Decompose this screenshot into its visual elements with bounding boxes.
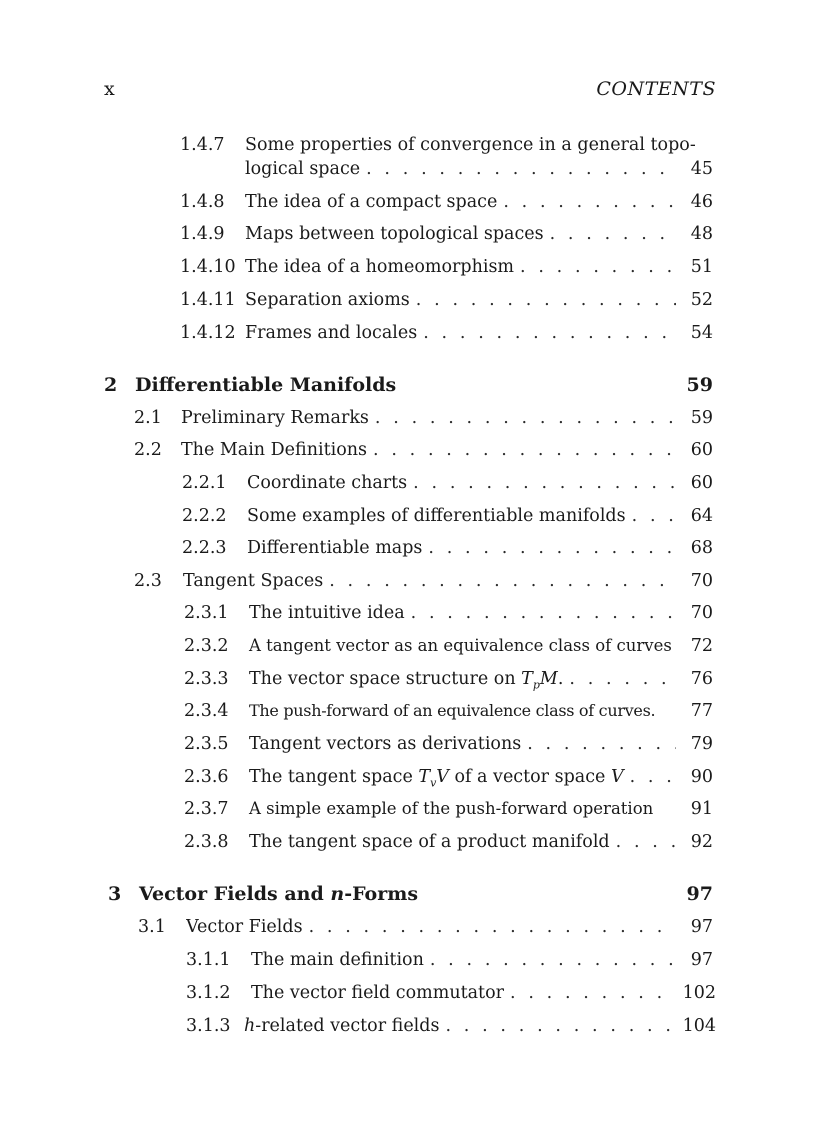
toc-subsection[interactable] xyxy=(182,503,716,529)
subsection-title: A simple example of the push-forward operation xyxy=(249,799,654,818)
subsection-number: 3.1.2 xyxy=(186,983,231,1003)
leader-dots xyxy=(630,764,676,790)
subsection-page: 97 xyxy=(690,950,713,970)
leader-dots xyxy=(569,666,676,692)
leader-dots xyxy=(616,829,676,855)
subsection-number: 2.3.1 xyxy=(184,603,229,623)
subsection-number: 2.3.3 xyxy=(184,669,229,689)
section-page: 70 xyxy=(690,571,713,591)
subsection-number: 2.3.8 xyxy=(184,832,229,852)
subsection-number: 2.3.2 xyxy=(184,636,229,656)
toc-chapter[interactable] xyxy=(104,372,716,398)
chapter-number: 2 xyxy=(104,374,118,396)
leader-dots xyxy=(423,320,676,346)
entry-page: 48 xyxy=(690,224,713,244)
entry-title: Separation axioms xyxy=(245,290,410,310)
toc-subsection[interactable] xyxy=(184,600,716,626)
subsection-number: 2.3.7 xyxy=(184,799,229,819)
entry-number: 1.4.7 xyxy=(180,135,225,155)
subsection-number: 3.1.1 xyxy=(186,950,231,970)
entry-number: 1.4.10 xyxy=(180,257,236,277)
subsection-title: The push-forward of an equivalence class of curves. xyxy=(249,701,656,720)
subsection-number: 2.3.6 xyxy=(184,767,229,787)
toc-section[interactable] xyxy=(138,914,716,940)
leader-dots xyxy=(520,254,676,280)
toc-section[interactable] xyxy=(134,568,716,594)
entry-page: 54 xyxy=(690,323,713,343)
toc-subsection[interactable] xyxy=(184,666,716,692)
toc-entry[interactable] xyxy=(180,132,716,158)
leader-dots xyxy=(510,980,676,1006)
subsection-page: 64 xyxy=(690,506,713,526)
subsection-title: The tangent space $T_vV$ of a vector space V xyxy=(249,767,624,790)
subsection-title: The intuitive idea xyxy=(249,603,405,623)
section-number: 2.1 xyxy=(134,408,162,428)
chapter-title: Vector Fields and n-Forms xyxy=(139,883,419,905)
subsection-page: 92 xyxy=(690,832,713,852)
section-page: 97 xyxy=(690,917,713,937)
toc-subsection[interactable] xyxy=(184,764,716,790)
leader-dots xyxy=(445,1013,676,1039)
leader-dots xyxy=(632,503,676,529)
section-page: 60 xyxy=(690,440,713,460)
entry-page: 46 xyxy=(690,192,713,212)
toc-chapter[interactable] xyxy=(108,881,716,907)
subsection-title: Tangent vectors as derivations xyxy=(249,734,522,754)
leader-dots xyxy=(366,156,676,182)
subsection-page: 70 xyxy=(690,603,713,623)
toc-subsection[interactable] xyxy=(186,947,716,973)
subsection-page: 91 xyxy=(690,799,713,819)
section-number: 3.1 xyxy=(138,917,166,937)
subsection-page: 79 xyxy=(690,734,713,754)
entry-title: Maps between topological spaces xyxy=(245,224,544,244)
entry-title: The idea of a homeomorphism xyxy=(245,257,515,277)
subsection-number: 2.2.3 xyxy=(182,538,227,558)
page-number: x xyxy=(104,78,115,100)
section-title: Preliminary Remarks xyxy=(181,408,369,428)
subsection-title: The vector field commutator xyxy=(251,983,504,1003)
leader-dots xyxy=(430,947,676,973)
subsection-number: 2.3.4 xyxy=(184,701,229,721)
subsection-number: 2.3.5 xyxy=(184,734,229,754)
subsection-page: 77 xyxy=(690,701,713,721)
subsection-number: 3.1.3 xyxy=(186,1016,231,1036)
leader-dots xyxy=(428,535,676,561)
subsection-page: 104 xyxy=(682,1016,716,1036)
toc-subsection[interactable] xyxy=(184,698,716,724)
entry-page: 52 xyxy=(690,290,713,310)
subsection-title: h-related vector fields xyxy=(244,1016,440,1036)
entry-number: 1.4.9 xyxy=(180,224,225,244)
leader-dots xyxy=(329,568,676,594)
toc-subsection[interactable] xyxy=(186,980,716,1006)
subsection-title: The main definition xyxy=(251,950,424,970)
subsection-number: 2.2.2 xyxy=(182,506,227,526)
toc-subsection[interactable] xyxy=(184,633,716,659)
toc-subsection[interactable] xyxy=(184,731,716,757)
entry-number: 1.4.8 xyxy=(180,192,225,212)
toc-entry[interactable] xyxy=(180,254,716,280)
toc-entry[interactable] xyxy=(180,320,716,346)
subsection-title: The tangent space of a product manifold xyxy=(249,832,610,852)
toc-subsection[interactable] xyxy=(184,796,716,822)
section-title: Tangent Spaces xyxy=(183,571,324,591)
leader-dots xyxy=(373,437,676,463)
subsection-page: 60 xyxy=(690,473,713,493)
entry-title-continuation: logical space xyxy=(245,159,361,179)
entry-page: 45 xyxy=(690,159,713,179)
subsection-number: 2.2.1 xyxy=(182,473,227,493)
leader-dots xyxy=(550,221,676,247)
toc-entry[interactable] xyxy=(180,189,716,215)
toc-subsection[interactable] xyxy=(182,535,716,561)
chapter-page: 59 xyxy=(686,374,713,396)
leader-dots xyxy=(416,287,676,313)
page-header xyxy=(104,78,716,104)
leader-dots xyxy=(503,189,676,215)
section-title: The Main Definitions xyxy=(181,440,367,460)
toc-entry[interactable] xyxy=(180,287,716,313)
toc-section[interactable] xyxy=(134,437,716,463)
leader-dots xyxy=(375,405,676,431)
entry-title: Frames and locales xyxy=(245,323,418,343)
leader-dots xyxy=(309,914,676,940)
running-title: CONTENTS xyxy=(596,78,716,100)
entry-number: 1.4.12 xyxy=(180,323,236,343)
leader-dots xyxy=(413,470,676,496)
entry-page: 51 xyxy=(690,257,713,277)
chapter-page: 97 xyxy=(686,883,713,905)
leader-dots xyxy=(411,600,676,626)
chapter-title: Differentiable Manifolds xyxy=(135,374,397,396)
subsection-title: The vector space structure on $T_pM$. xyxy=(249,669,564,692)
entry-title: The idea of a compact space xyxy=(245,192,498,212)
section-title: Vector Fields xyxy=(186,917,303,937)
section-number: 2.3 xyxy=(134,571,162,591)
entry-title: Some properties of convergence in a general topo- xyxy=(245,135,696,155)
subsection-title: Differentiable maps xyxy=(247,538,423,558)
section-page: 59 xyxy=(690,408,713,428)
toc-entry-continuation[interactable] xyxy=(180,156,716,182)
subsection-page: 68 xyxy=(690,538,713,558)
subsection-page: 72 xyxy=(690,636,713,656)
subsection-page: 102 xyxy=(682,983,716,1003)
chapter-number: 3 xyxy=(108,883,122,905)
subsection-title: Coordinate charts xyxy=(247,473,408,493)
toc-subsection[interactable] xyxy=(182,470,716,496)
toc-entry[interactable] xyxy=(180,221,716,247)
subsection-title: A tangent vector as an equivalence class of curves xyxy=(249,636,672,655)
subsection-page: 76 xyxy=(690,669,713,689)
entry-number: 1.4.11 xyxy=(180,290,236,310)
subsection-page: 90 xyxy=(690,767,713,787)
toc-section[interactable] xyxy=(134,405,716,431)
leader-dots xyxy=(527,731,676,757)
toc-subsection[interactable] xyxy=(184,829,716,855)
section-number: 2.2 xyxy=(134,440,162,460)
toc-subsection[interactable] xyxy=(186,1013,716,1039)
subsection-title: Some examples of differentiable manifolds xyxy=(247,506,626,526)
manifold-symbol: M xyxy=(539,669,558,689)
